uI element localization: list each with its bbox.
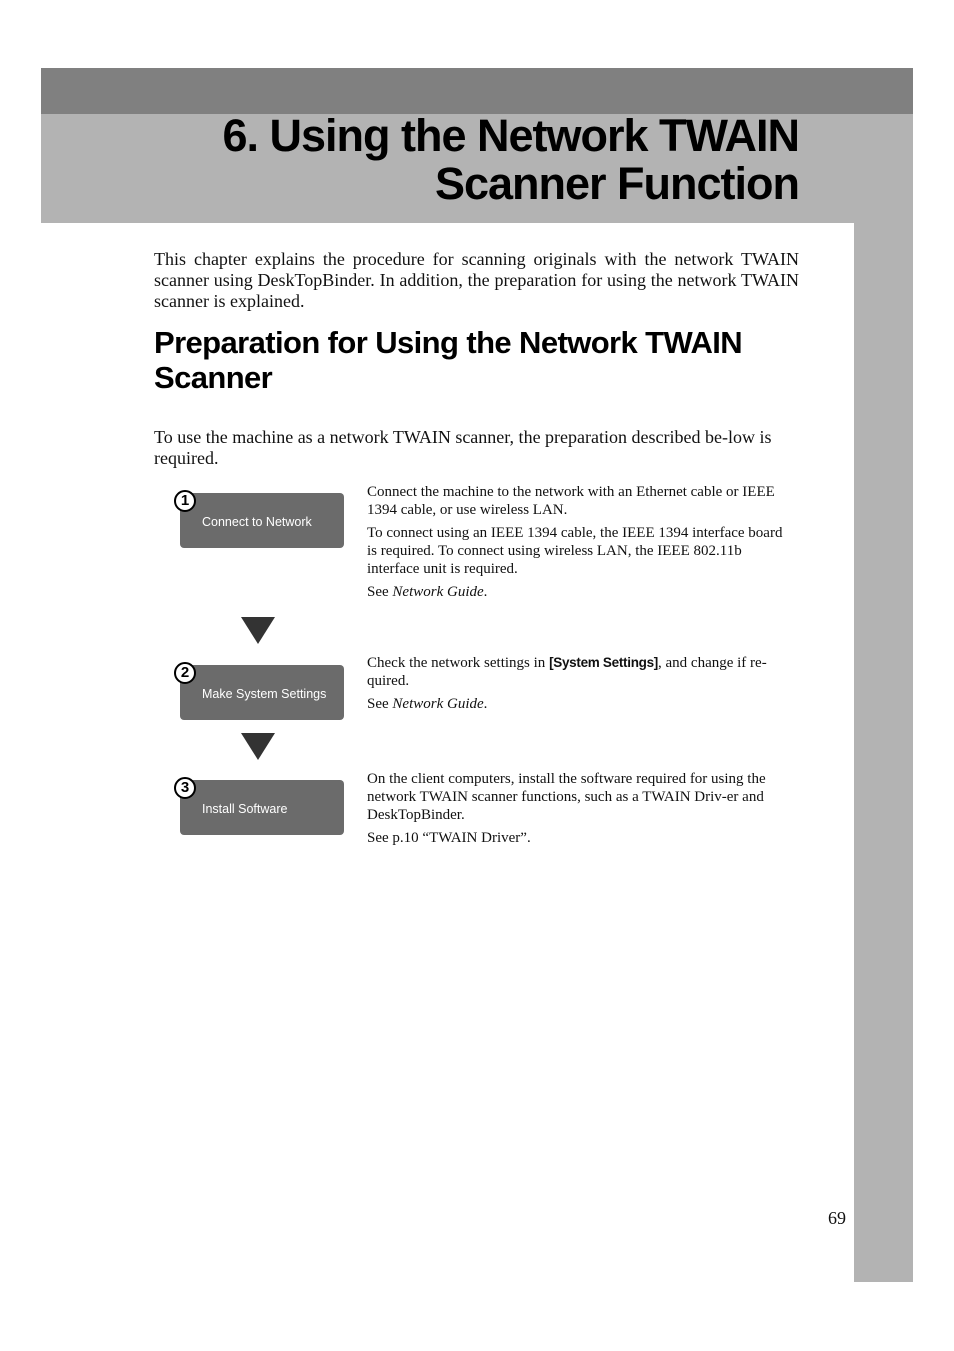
step-label: Make System Settings [202,686,327,701]
step-box-install-software [180,780,344,835]
intro-paragraph: This chapter explains the procedure for scanning originals with the network TWAIN scanner using DeskTopBinder. In addition, the preparation for using the network TWAIN scanner is explained. [154,249,799,311]
step-box-connect-to-network [180,493,344,548]
step-description [367,770,795,852]
step-description [367,483,795,606]
side-margin-bar [854,223,913,1282]
step-paragraph: Check the network settings in [System Settings], and change if re-quired. [367,655,767,689]
chapter-title-line1: 6. Using the Network TWAIN [222,110,799,161]
down-arrow-icon [241,733,275,760]
step-box-make-system-settings [180,665,344,720]
network-guide-reference: Network Guide [392,584,484,600]
chapter-title [41,112,799,208]
step-see-reference: See Network Guide. [367,584,488,600]
system-settings-key: [System Settings] [549,655,658,670]
step-number-icon: 2 [174,662,196,684]
chapter-title-line2: Scanner Function [434,158,799,209]
down-arrow-icon [241,617,275,644]
step-paragraph: On the client computers, install the software required for using the network TWAIN scanner functions, such as a TWAIN Driv-er and DeskTopBinder. [367,771,766,823]
step-see-reference: See p.10 “TWAIN Driver”. [367,830,531,846]
step-label: Connect to Network [202,514,312,529]
network-guide-reference: Network Guide [392,696,484,712]
section-paragraph: To use the machine as a network TWAIN scanner, the preparation described be-low is required. [154,427,772,468]
step-paragraph: Connect the machine to the network with an Ethernet cable or IEEE 1394 cable, or use wireless LAN. [367,484,775,518]
step-paragraph: To connect using an IEEE 1394 cable, the IEEE 1394 interface board is required. To connect using wireless LAN, the IEEE 802.11b interface unit is required. [367,525,783,577]
step-number-icon: 3 [174,777,196,799]
header-band-dark [41,68,913,114]
step-see-reference: See Network Guide. [367,696,488,712]
step-description [367,654,795,718]
step-label: Install Software [202,801,288,816]
step-number-icon: 1 [174,490,196,512]
page-number: 69 [828,1208,846,1228]
section-heading: Preparation for Using the Network TWAIN Scanner [154,325,743,395]
